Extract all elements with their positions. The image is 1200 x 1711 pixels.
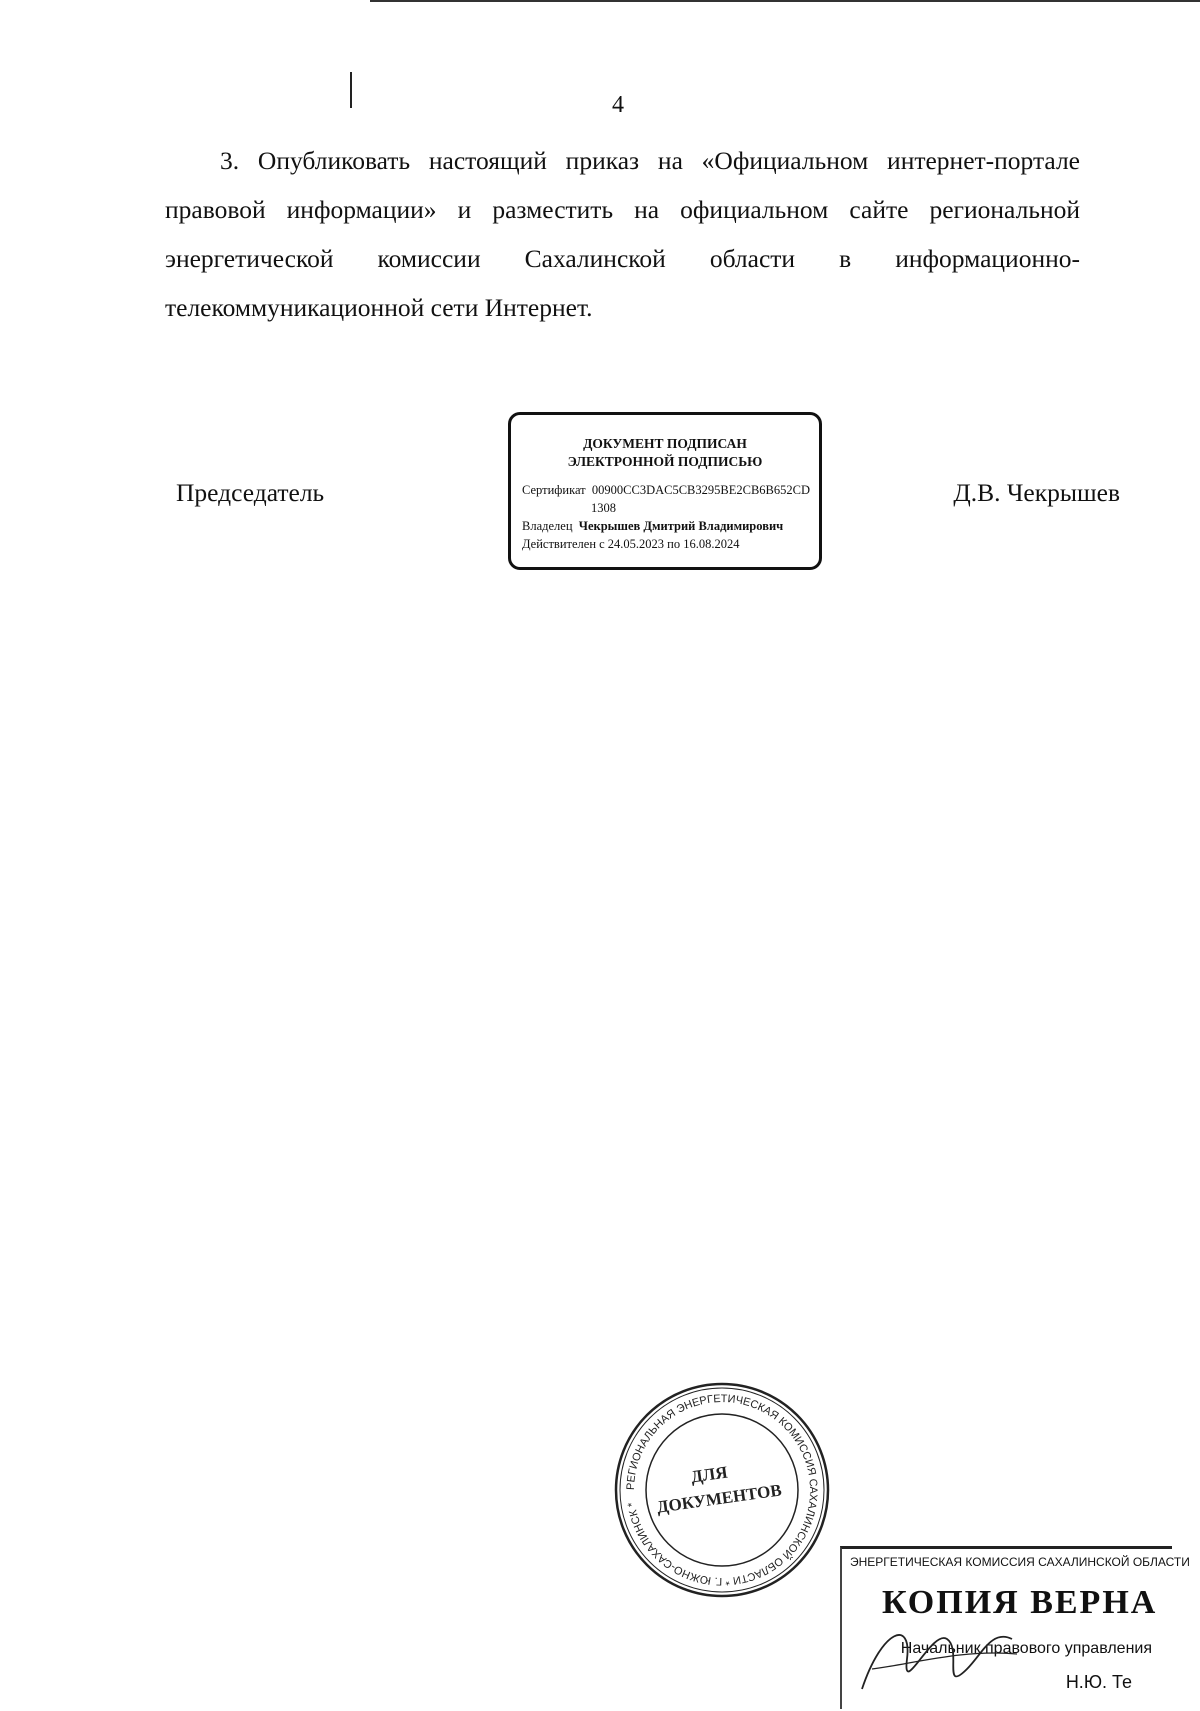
stamp-signer: Н.Ю. Те <box>1065 1672 1132 1692</box>
owner-value: Чекрышев Дмитрий Владимирович <box>578 519 784 533</box>
esign-title-line: ЭЛЕКТРОННОЙ ПОДПИСЬЮ <box>567 454 763 469</box>
handwritten-signature <box>852 1609 1022 1709</box>
esign-cert <box>522 481 819 499</box>
paragraph-3 <box>165 136 1080 332</box>
page-number: 4 <box>612 92 624 118</box>
signer-role: Председатель <box>176 478 325 507</box>
cert-label: Сертификат <box>522 483 586 497</box>
esign-title <box>511 435 819 471</box>
paragraph-line: правовой информации» и разместить на официальном сайте региональной <box>165 195 1080 224</box>
esign-owner <box>522 517 819 535</box>
paragraph-line: 3. Опубликовать настоящий приказ на «Официальном интернет-портале <box>220 146 1080 175</box>
scan-mark <box>350 72 352 108</box>
signer-name: Д.В. Чекрышев <box>953 478 1120 507</box>
seal-center-line2: ДОКУМЕНТОВ <box>655 1480 783 1517</box>
seal-center-line1: ДЛЯ <box>689 1462 729 1487</box>
paragraph-line: телекоммуникационной сети Интернет. <box>165 293 593 322</box>
stamp-org: ЭНЕРГЕТИЧЕСКАЯ КОМИССИЯ САХАЛИНСКОЙ ОБЛАСТИ <box>850 1555 1190 1569</box>
electronic-signature-box <box>508 412 822 570</box>
owner-label: Владелец <box>522 519 573 533</box>
esign-validity: Действителен с 24.05.2023 по 16.08.2024 <box>522 537 740 551</box>
seal-ring-text: РЕГИОНАЛЬНАЯ ЭНЕРГЕТИЧЕСКАЯ КОМИССИЯ САХАЛИНСКОЙ ОБЛАСТИ * Г. ЮЖНО-САХАЛИНСК * <box>624 1392 820 1588</box>
cert-value: 00900CC3DAC5CB3295BE2CB6B652CD <box>591 483 810 497</box>
official-seal <box>612 1380 832 1600</box>
stamp-position: Начальник правового управления <box>900 1640 1152 1657</box>
scan-edge-line <box>370 0 1200 2</box>
cert-value-cont: 1308 <box>591 501 616 515</box>
stamp-verdict: КОПИЯ ВЕРНА <box>882 1584 1158 1621</box>
copy-certification-stamp <box>840 1546 1190 1709</box>
esign-title-line: ДОКУМЕНТ ПОДПИСАН <box>583 436 747 451</box>
paragraph-line: энергетической комиссии Сахалинской области в информационно- <box>165 244 1080 273</box>
